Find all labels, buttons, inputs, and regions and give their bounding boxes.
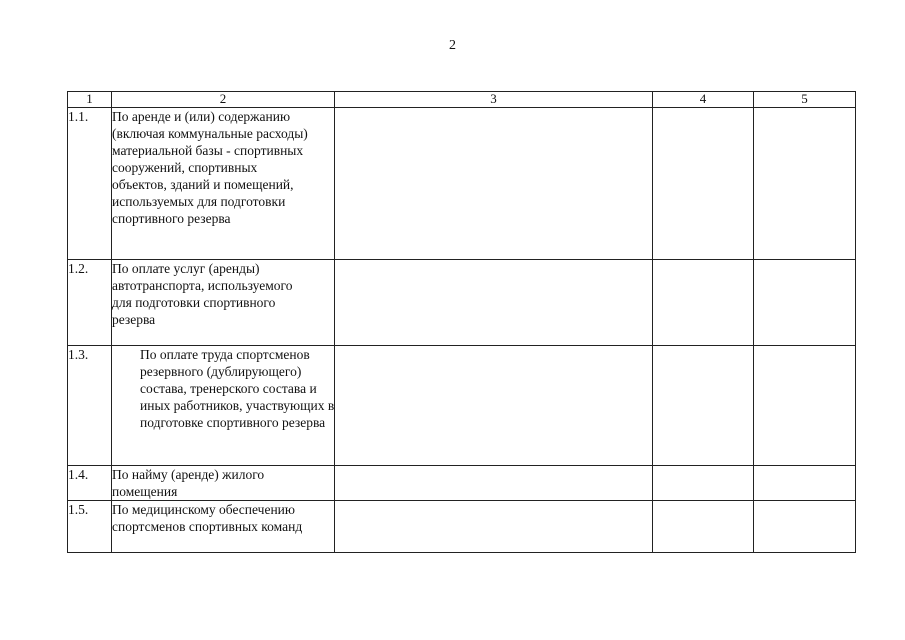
row-number: 1.4. (68, 466, 112, 501)
cell-col5 (754, 466, 856, 501)
row-description (112, 260, 335, 346)
row-number: 1.3. (68, 346, 112, 466)
row-description-text: По оплате труда спортсменов резервного (дублирующего) состава, тренерского состава и иных работников, участвующих в подготовке спортивного резерва (140, 347, 335, 430)
cell-col4 (653, 466, 754, 501)
cell-col4 (653, 501, 754, 553)
column-header-2: 2 (112, 92, 335, 108)
cell-col4 (653, 346, 754, 466)
row-description (112, 466, 335, 501)
expenses-table (67, 91, 856, 553)
table-row (68, 108, 856, 260)
row-description (112, 346, 335, 466)
row-description-text: По медицинскому обеспечению спортсменов спортивных команд (112, 502, 303, 534)
page-number: 2 (449, 38, 456, 53)
table-body (68, 108, 856, 553)
table-row (68, 260, 856, 346)
table-row (68, 346, 856, 466)
row-description-text: По найму (аренде) жилого помещения (112, 467, 265, 499)
row-number: 1.5. (68, 501, 112, 553)
column-header-3: 3 (335, 92, 653, 108)
column-header-1: 1 (68, 92, 112, 108)
row-description (112, 501, 335, 553)
cell-col4 (653, 108, 754, 260)
header-row (68, 92, 856, 108)
cell-col3 (335, 346, 653, 466)
table-row (68, 501, 856, 553)
column-header-4: 4 (653, 92, 754, 108)
cell-col5 (754, 260, 856, 346)
cell-col3 (335, 108, 653, 260)
row-description-text: По аренде и (или) содержанию (включая коммунальные расходы) материальной базы - спортивных сооружений, спортивных объектов, зданий и помещений, используемых для подготовки спортивного резерва (112, 109, 308, 226)
row-description-text: По оплате услуг (аренды) автотранспорта, используемого для подготовки спортивного резерва (112, 261, 293, 327)
cell-col5 (754, 501, 856, 553)
cell-col3 (335, 260, 653, 346)
table-header (68, 92, 856, 108)
cell-col5 (754, 346, 856, 466)
table-row (68, 466, 856, 501)
cell-col3 (335, 466, 653, 501)
cell-col4 (653, 260, 754, 346)
row-description (112, 108, 335, 260)
row-number: 1.2. (68, 260, 112, 346)
row-number: 1.1. (68, 108, 112, 260)
column-header-5: 5 (754, 92, 856, 108)
cell-col5 (754, 108, 856, 260)
cell-col3 (335, 501, 653, 553)
